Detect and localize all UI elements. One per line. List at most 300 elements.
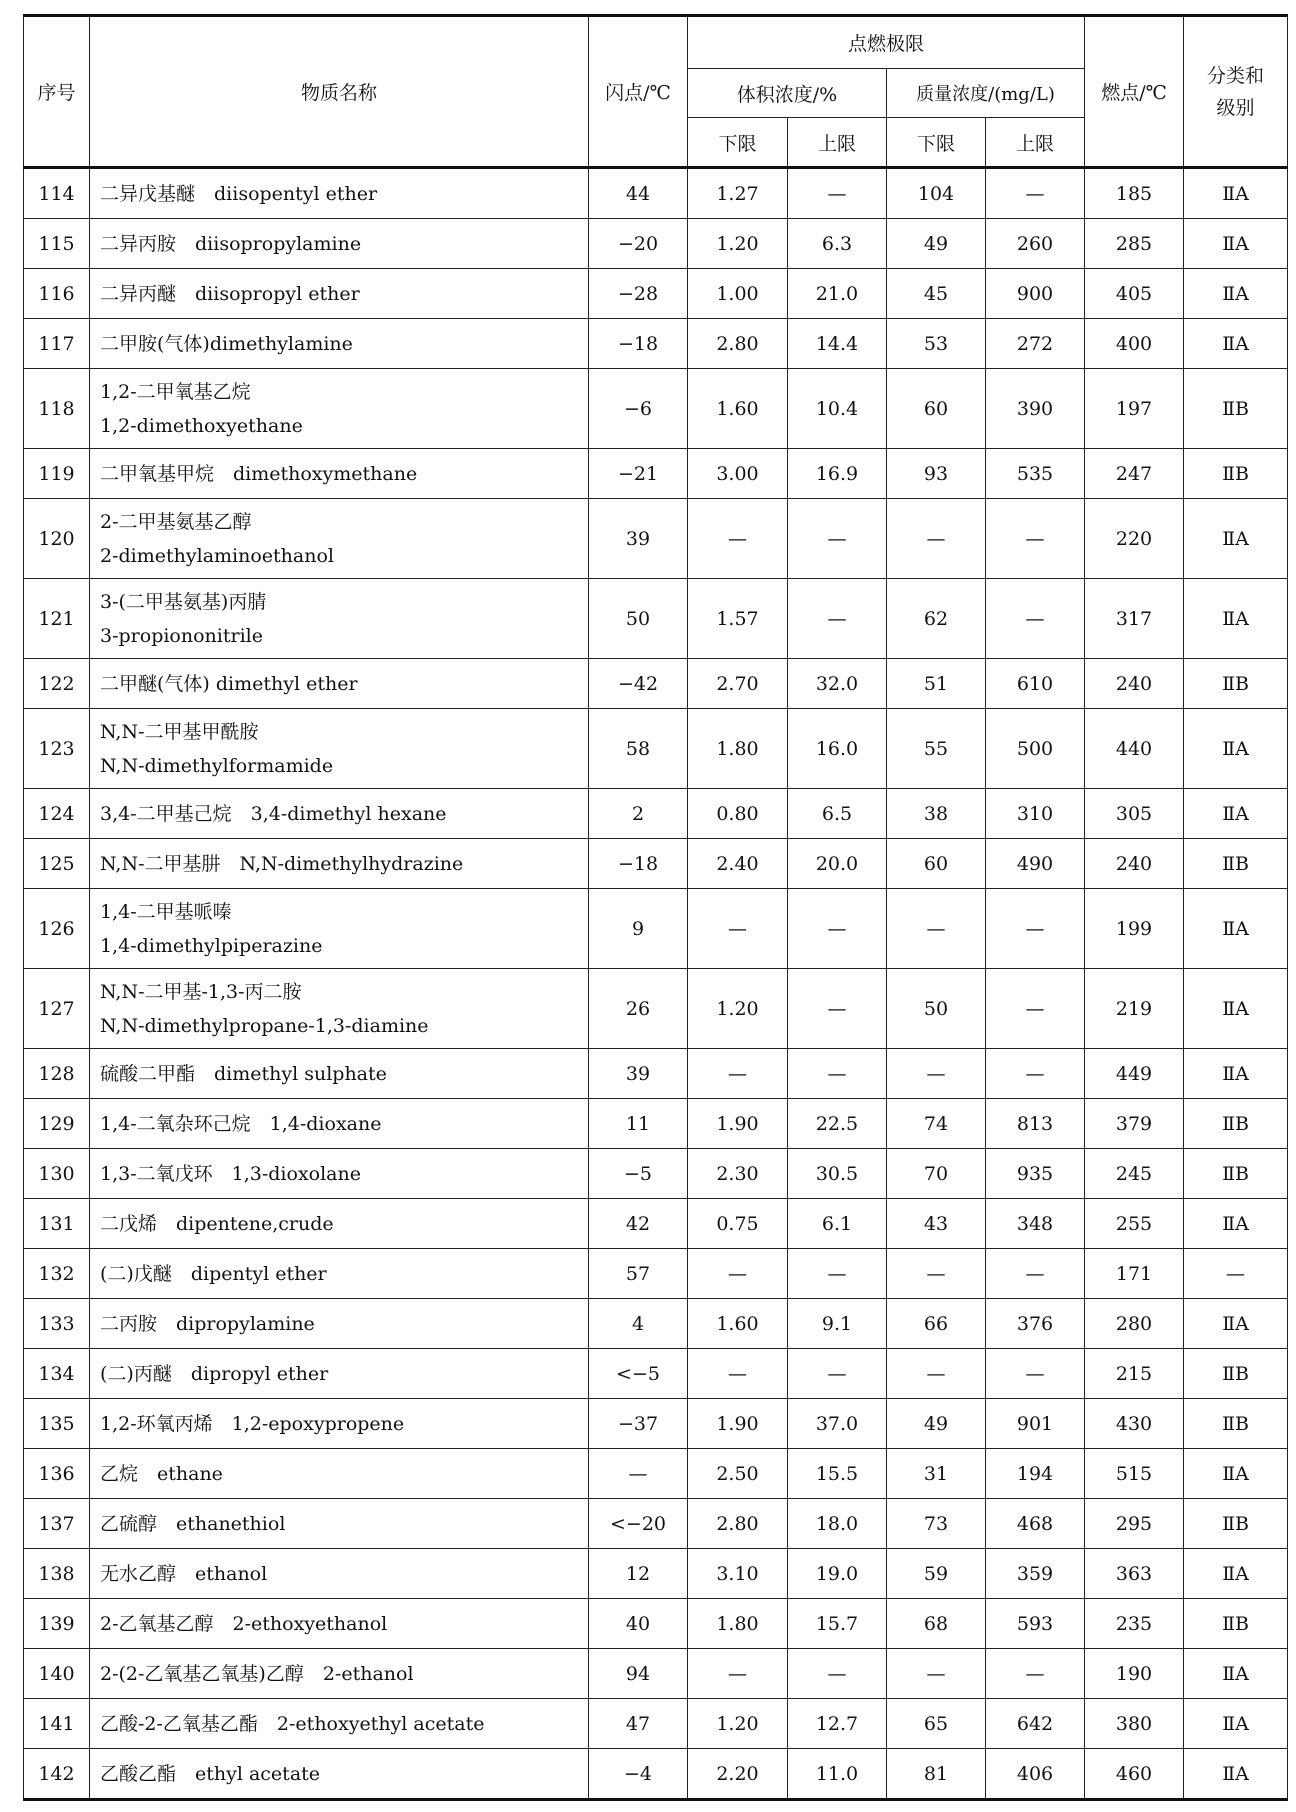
ignition-point: 247 — [1085, 449, 1184, 499]
substance-name — [90, 1099, 589, 1149]
row-number: 119 — [24, 449, 90, 499]
mass-upper: 593 — [986, 1599, 1085, 1649]
mass-upper: 468 — [986, 1499, 1085, 1549]
vol-upper: 19.0 — [788, 1549, 887, 1599]
substance-name — [90, 499, 589, 579]
ignition-point: 171 — [1085, 1249, 1184, 1299]
name-line: 1,4-dimethylpiperazine — [100, 934, 323, 957]
substance-name — [90, 839, 589, 889]
name-line: 二甲氧基甲烷 dimethoxymethane — [100, 462, 418, 485]
ignition-point: 197 — [1085, 369, 1184, 449]
mass-lower: 68 — [887, 1599, 986, 1649]
class: ⅡA — [1184, 168, 1288, 219]
vol-lower: 2.80 — [688, 1499, 788, 1549]
row-number: 130 — [24, 1149, 90, 1199]
table-row — [24, 319, 1288, 369]
mass-upper: 359 — [986, 1549, 1085, 1599]
vol-upper: 32.0 — [788, 659, 887, 709]
flash-point: −42 — [589, 659, 688, 709]
vol-upper: 30.5 — [788, 1149, 887, 1199]
substance-name — [90, 1049, 589, 1099]
mass-upper: 490 — [986, 839, 1085, 889]
class: ⅡA — [1184, 1699, 1288, 1749]
mass-lower: 60 — [887, 369, 986, 449]
vol-upper: — — [788, 1349, 887, 1399]
flash-point: −18 — [589, 839, 688, 889]
vol-upper: — — [788, 1649, 887, 1699]
flash-point: −6 — [589, 369, 688, 449]
mass-upper: — — [986, 579, 1085, 659]
mass-lower: 49 — [887, 1399, 986, 1449]
ignition-point: 215 — [1085, 1349, 1184, 1399]
name-line: 1,4-二甲基哌嗪 — [100, 900, 232, 923]
header-class: 分类和级别 — [1184, 16, 1288, 168]
name-line: 2-二甲基氨基乙醇 — [100, 510, 252, 533]
vol-lower: 1.27 — [688, 168, 788, 219]
class: ⅡB — [1184, 369, 1288, 449]
substance-name — [90, 1549, 589, 1599]
table-row — [24, 1649, 1288, 1699]
vol-lower: 2.50 — [688, 1449, 788, 1499]
flash-point: −28 — [589, 269, 688, 319]
mass-lower: — — [887, 499, 986, 579]
vol-lower: 1.60 — [688, 369, 788, 449]
name-line: 乙酸-2-乙氧基乙酯 2-ethoxyethyl acetate — [100, 1712, 485, 1735]
mass-lower: — — [887, 1649, 986, 1699]
class: ⅡB — [1184, 449, 1288, 499]
substance-name — [90, 1749, 589, 1800]
name-line: 二甲醚(气体) dimethyl ether — [100, 672, 358, 695]
ignition-point: 220 — [1085, 499, 1184, 579]
vol-upper: 21.0 — [788, 269, 887, 319]
row-number: 141 — [24, 1699, 90, 1749]
mass-lower: 38 — [887, 789, 986, 839]
class: ⅡA — [1184, 1649, 1288, 1699]
mass-upper: 935 — [986, 1149, 1085, 1199]
class: ⅡB — [1184, 1399, 1288, 1449]
row-number: 138 — [24, 1549, 90, 1599]
mass-lower: 104 — [887, 168, 986, 219]
mass-upper: — — [986, 1349, 1085, 1399]
flash-point: 39 — [589, 1049, 688, 1099]
ignition-point: 295 — [1085, 1499, 1184, 1549]
substance-name — [90, 1599, 589, 1649]
row-number: 117 — [24, 319, 90, 369]
vol-lower: 2.20 — [688, 1749, 788, 1800]
name-line: 二甲胺(气体)dimethylamine — [100, 332, 353, 355]
class: ⅡB — [1184, 1499, 1288, 1549]
vol-upper: — — [788, 499, 887, 579]
class: ⅡB — [1184, 1149, 1288, 1199]
mass-lower: — — [887, 1049, 986, 1099]
mass-upper: 642 — [986, 1699, 1085, 1749]
table-row — [24, 969, 1288, 1049]
ignition-point: 255 — [1085, 1199, 1184, 1249]
class: — — [1184, 1249, 1288, 1299]
table-row — [24, 1349, 1288, 1399]
class: ⅡA — [1184, 709, 1288, 789]
ignition-point: 460 — [1085, 1749, 1184, 1800]
mass-lower: 81 — [887, 1749, 986, 1800]
flash-point: — — [589, 1449, 688, 1499]
mass-lower: 62 — [887, 579, 986, 659]
vol-lower: 2.80 — [688, 319, 788, 369]
vol-upper: 6.3 — [788, 219, 887, 269]
header-vol-lower: 下限 — [688, 118, 788, 168]
table-row — [24, 1449, 1288, 1499]
row-number: 142 — [24, 1749, 90, 1800]
ignition-point: 363 — [1085, 1549, 1184, 1599]
ignition-point: 285 — [1085, 219, 1184, 269]
ignition-point: 190 — [1085, 1649, 1184, 1699]
vol-lower: 2.70 — [688, 659, 788, 709]
flash-point: 39 — [589, 499, 688, 579]
table-row — [24, 1149, 1288, 1199]
flash-point: 4 — [589, 1299, 688, 1349]
row-number: 131 — [24, 1199, 90, 1249]
header-mass-upper: 上限 — [986, 118, 1085, 168]
name-line: N,N-dimethylpropane-1,3-diamine — [100, 1014, 429, 1037]
vol-upper: — — [788, 168, 887, 219]
vol-lower: — — [688, 889, 788, 969]
class: ⅡA — [1184, 1449, 1288, 1499]
name-line: 乙烷 ethane — [100, 1462, 223, 1485]
mass-lower: — — [887, 1249, 986, 1299]
flash-point: −4 — [589, 1749, 688, 1800]
name-line: 乙酸乙酯 ethyl acetate — [100, 1762, 321, 1785]
row-number: 140 — [24, 1649, 90, 1699]
vol-upper: — — [788, 969, 887, 1049]
name-line: 2-(2-乙氧基乙氧基)乙醇 2-ethanol — [100, 1662, 414, 1685]
class: ⅡB — [1184, 659, 1288, 709]
vol-lower: 1.60 — [688, 1299, 788, 1349]
row-number: 121 — [24, 579, 90, 659]
name-line: 1,4-二氧杂环己烷 1,4-dioxane — [100, 1112, 382, 1135]
name-line: (二)戊醚 dipentyl ether — [100, 1262, 327, 1285]
mass-upper: 406 — [986, 1749, 1085, 1800]
name-line: 1,2-环氧丙烯 1,2-epoxypropene — [100, 1412, 405, 1435]
flash-point: 58 — [589, 709, 688, 789]
ignition-point: 317 — [1085, 579, 1184, 659]
row-number: 136 — [24, 1449, 90, 1499]
table-row — [24, 499, 1288, 579]
ignition-point: 185 — [1085, 168, 1184, 219]
name-line: (二)丙醚 dipropyl ether — [100, 1362, 329, 1385]
table-row — [24, 219, 1288, 269]
flash-point: 57 — [589, 1249, 688, 1299]
ignition-point: 305 — [1085, 789, 1184, 839]
mass-upper: 901 — [986, 1399, 1085, 1449]
vol-lower: — — [688, 1249, 788, 1299]
class: ⅡA — [1184, 1549, 1288, 1599]
class: ⅡA — [1184, 1749, 1288, 1800]
class: ⅡA — [1184, 579, 1288, 659]
table-row — [24, 659, 1288, 709]
vol-upper: 16.9 — [788, 449, 887, 499]
flash-point: 44 — [589, 168, 688, 219]
mass-upper: 310 — [986, 789, 1085, 839]
substance-name — [90, 319, 589, 369]
table-row — [24, 168, 1288, 219]
table-row — [24, 1549, 1288, 1599]
row-number: 132 — [24, 1249, 90, 1299]
substance-name — [90, 168, 589, 219]
substance-name — [90, 1249, 589, 1299]
mass-lower: 60 — [887, 839, 986, 889]
header-mass-lower: 下限 — [887, 118, 986, 168]
name-line: 无水乙醇 ethanol — [100, 1562, 268, 1585]
mass-lower: 49 — [887, 219, 986, 269]
vol-upper: 6.5 — [788, 789, 887, 839]
flash-point: −37 — [589, 1399, 688, 1449]
ignition-point: 245 — [1085, 1149, 1184, 1199]
flammable-substances-table — [23, 14, 1288, 1801]
table-row — [24, 789, 1288, 839]
substance-name — [90, 1399, 589, 1449]
flash-point: 50 — [589, 579, 688, 659]
ignition-point: 219 — [1085, 969, 1184, 1049]
vol-lower: 2.30 — [688, 1149, 788, 1199]
table-row — [24, 839, 1288, 889]
mass-lower: — — [887, 1349, 986, 1399]
substance-name — [90, 1349, 589, 1399]
mass-lower: 31 — [887, 1449, 986, 1499]
table-row — [24, 1099, 1288, 1149]
substance-name — [90, 789, 589, 839]
class: ⅡA — [1184, 1199, 1288, 1249]
ignition-point: 515 — [1085, 1449, 1184, 1499]
name-line: N,N-dimethylformamide — [100, 754, 334, 777]
substance-name — [90, 1299, 589, 1349]
mass-upper: 260 — [986, 219, 1085, 269]
ignition-point: 400 — [1085, 319, 1184, 369]
substance-name — [90, 969, 589, 1049]
mass-upper: 194 — [986, 1449, 1085, 1499]
vol-upper: 14.4 — [788, 319, 887, 369]
table-row — [24, 889, 1288, 969]
mass-lower: 70 — [887, 1149, 986, 1199]
table-row — [24, 1749, 1288, 1800]
mass-upper: 535 — [986, 449, 1085, 499]
substance-name — [90, 219, 589, 269]
mass-lower: 93 — [887, 449, 986, 499]
header-name: 物质名称 — [90, 16, 589, 168]
table-row — [24, 369, 1288, 449]
name-line: 2-乙氧基乙醇 2-ethoxyethanol — [100, 1612, 388, 1635]
name-line: 乙硫醇 ethanethiol — [100, 1512, 286, 1535]
table-row — [24, 709, 1288, 789]
row-number: 115 — [24, 219, 90, 269]
row-number: 139 — [24, 1599, 90, 1649]
table-row — [24, 1199, 1288, 1249]
row-number: 129 — [24, 1099, 90, 1149]
vol-upper: — — [788, 1049, 887, 1099]
class: ⅡA — [1184, 219, 1288, 269]
substance-name — [90, 709, 589, 789]
mass-lower: 55 — [887, 709, 986, 789]
row-number: 135 — [24, 1399, 90, 1449]
name-line: 二戊烯 dipentene,crude — [100, 1212, 334, 1235]
ignition-point: 440 — [1085, 709, 1184, 789]
name-line: 2-dimethylaminoethanol — [100, 544, 334, 567]
mass-upper: — — [986, 499, 1085, 579]
mass-lower: 65 — [887, 1699, 986, 1749]
substance-name — [90, 449, 589, 499]
mass-lower: 45 — [887, 269, 986, 319]
substance-name — [90, 1499, 589, 1549]
class: ⅡA — [1184, 269, 1288, 319]
vol-lower: 1.20 — [688, 219, 788, 269]
row-number: 133 — [24, 1299, 90, 1349]
substance-name — [90, 1199, 589, 1249]
table-row — [24, 1499, 1288, 1549]
table-row — [24, 1699, 1288, 1749]
class: ⅡA — [1184, 789, 1288, 839]
class: ⅡB — [1184, 1599, 1288, 1649]
row-number: 120 — [24, 499, 90, 579]
vol-lower: 0.80 — [688, 789, 788, 839]
class: ⅡA — [1184, 1049, 1288, 1099]
mass-upper: 813 — [986, 1099, 1085, 1149]
vol-upper: 6.1 — [788, 1199, 887, 1249]
class: ⅡA — [1184, 889, 1288, 969]
row-number: 137 — [24, 1499, 90, 1549]
vol-upper: 16.0 — [788, 709, 887, 789]
table-row — [24, 579, 1288, 659]
class: ⅡA — [1184, 319, 1288, 369]
class: ⅡA — [1184, 969, 1288, 1049]
substance-name — [90, 1699, 589, 1749]
row-number: 128 — [24, 1049, 90, 1099]
flash-point: 9 — [589, 889, 688, 969]
ignition-point: 380 — [1085, 1699, 1184, 1749]
substance-name — [90, 369, 589, 449]
mass-upper: — — [986, 969, 1085, 1049]
name-line: 3,4-二甲基己烷 3,4-dimethyl hexane — [100, 802, 447, 825]
flash-point: 42 — [589, 1199, 688, 1249]
name-line: 3-propiononitrile — [100, 624, 263, 647]
table-row — [24, 1049, 1288, 1099]
flash-point: <−20 — [589, 1499, 688, 1549]
name-line: 二异丙胺 diisopropylamine — [100, 232, 362, 255]
ignition-point: 449 — [1085, 1049, 1184, 1099]
vol-upper: 9.1 — [788, 1299, 887, 1349]
vol-upper: 15.7 — [788, 1599, 887, 1649]
ignition-point: 280 — [1085, 1299, 1184, 1349]
flash-point: 47 — [589, 1699, 688, 1749]
mass-upper: — — [986, 1249, 1085, 1299]
flash-point: −21 — [589, 449, 688, 499]
name-line: 二丙胺 dipropylamine — [100, 1312, 315, 1335]
mass-lower: 74 — [887, 1099, 986, 1149]
substance-name — [90, 659, 589, 709]
ignition-point: 379 — [1085, 1099, 1184, 1149]
vol-lower: — — [688, 1049, 788, 1099]
vol-lower: 3.10 — [688, 1549, 788, 1599]
mass-lower: 73 — [887, 1499, 986, 1549]
flash-point: 11 — [589, 1099, 688, 1149]
class: ⅡB — [1184, 1099, 1288, 1149]
vol-lower: 1.20 — [688, 1699, 788, 1749]
mass-upper: — — [986, 168, 1085, 219]
row-number: 122 — [24, 659, 90, 709]
vol-upper: — — [788, 579, 887, 659]
vol-upper: 11.0 — [788, 1749, 887, 1800]
header-no: 序号 — [24, 16, 90, 168]
vol-upper: 18.0 — [788, 1499, 887, 1549]
mass-upper: 376 — [986, 1299, 1085, 1349]
flash-point: 94 — [589, 1649, 688, 1699]
flash-point: −5 — [589, 1149, 688, 1199]
class: ⅡA — [1184, 499, 1288, 579]
ignition-point: 199 — [1085, 889, 1184, 969]
name-line: 1,2-dimethoxyethane — [100, 414, 303, 437]
mass-lower: 66 — [887, 1299, 986, 1349]
substance-name — [90, 1449, 589, 1499]
class: ⅡA — [1184, 1299, 1288, 1349]
header-ignition-point: 燃点/℃ — [1085, 16, 1184, 168]
mass-upper: — — [986, 1649, 1085, 1699]
mass-lower: — — [887, 889, 986, 969]
row-number: 118 — [24, 369, 90, 449]
vol-upper: 12.7 — [788, 1699, 887, 1749]
ignition-point: 240 — [1085, 659, 1184, 709]
class: ⅡB — [1184, 1349, 1288, 1399]
header-flash-point: 闪点/℃ — [589, 16, 688, 168]
name-line: 1,2-二甲氧基乙烷 — [100, 380, 251, 403]
vol-lower: 0.75 — [688, 1199, 788, 1249]
vol-lower: 1.80 — [688, 709, 788, 789]
mass-lower: 51 — [887, 659, 986, 709]
table-row — [24, 1249, 1288, 1299]
flash-point: −20 — [589, 219, 688, 269]
row-number: 114 — [24, 168, 90, 219]
name-line: 硫酸二甲酯 dimethyl sulphate — [100, 1062, 387, 1085]
mass-upper: 390 — [986, 369, 1085, 449]
mass-upper: 610 — [986, 659, 1085, 709]
table-row — [24, 449, 1288, 499]
vol-upper: 15.5 — [788, 1449, 887, 1499]
mass-lower: 53 — [887, 319, 986, 369]
vol-lower: 2.40 — [688, 839, 788, 889]
mass-upper: 500 — [986, 709, 1085, 789]
vol-lower: 1.57 — [688, 579, 788, 659]
header-vol-upper: 上限 — [788, 118, 887, 168]
flash-point: <−5 — [589, 1349, 688, 1399]
vol-lower: 1.20 — [688, 969, 788, 1049]
row-number: 116 — [24, 269, 90, 319]
substance-name — [90, 579, 589, 659]
name-line: N,N-二甲基-1,3-丙二胺 — [100, 980, 302, 1003]
table-row — [24, 1299, 1288, 1349]
flash-point: 12 — [589, 1549, 688, 1599]
flash-point: −18 — [589, 319, 688, 369]
row-number: 124 — [24, 789, 90, 839]
mass-lower: 43 — [887, 1199, 986, 1249]
class: ⅡB — [1184, 839, 1288, 889]
mass-lower: 59 — [887, 1549, 986, 1599]
table-row — [24, 1399, 1288, 1449]
vol-upper: 37.0 — [788, 1399, 887, 1449]
ignition-point: 240 — [1085, 839, 1184, 889]
vol-upper: — — [788, 1249, 887, 1299]
vol-upper: 10.4 — [788, 369, 887, 449]
row-number: 127 — [24, 969, 90, 1049]
flash-point: 26 — [589, 969, 688, 1049]
ignition-point: 235 — [1085, 1599, 1184, 1649]
name-line: 3-(二甲基氨基)丙腈 — [100, 590, 267, 613]
row-number: 126 — [24, 889, 90, 969]
